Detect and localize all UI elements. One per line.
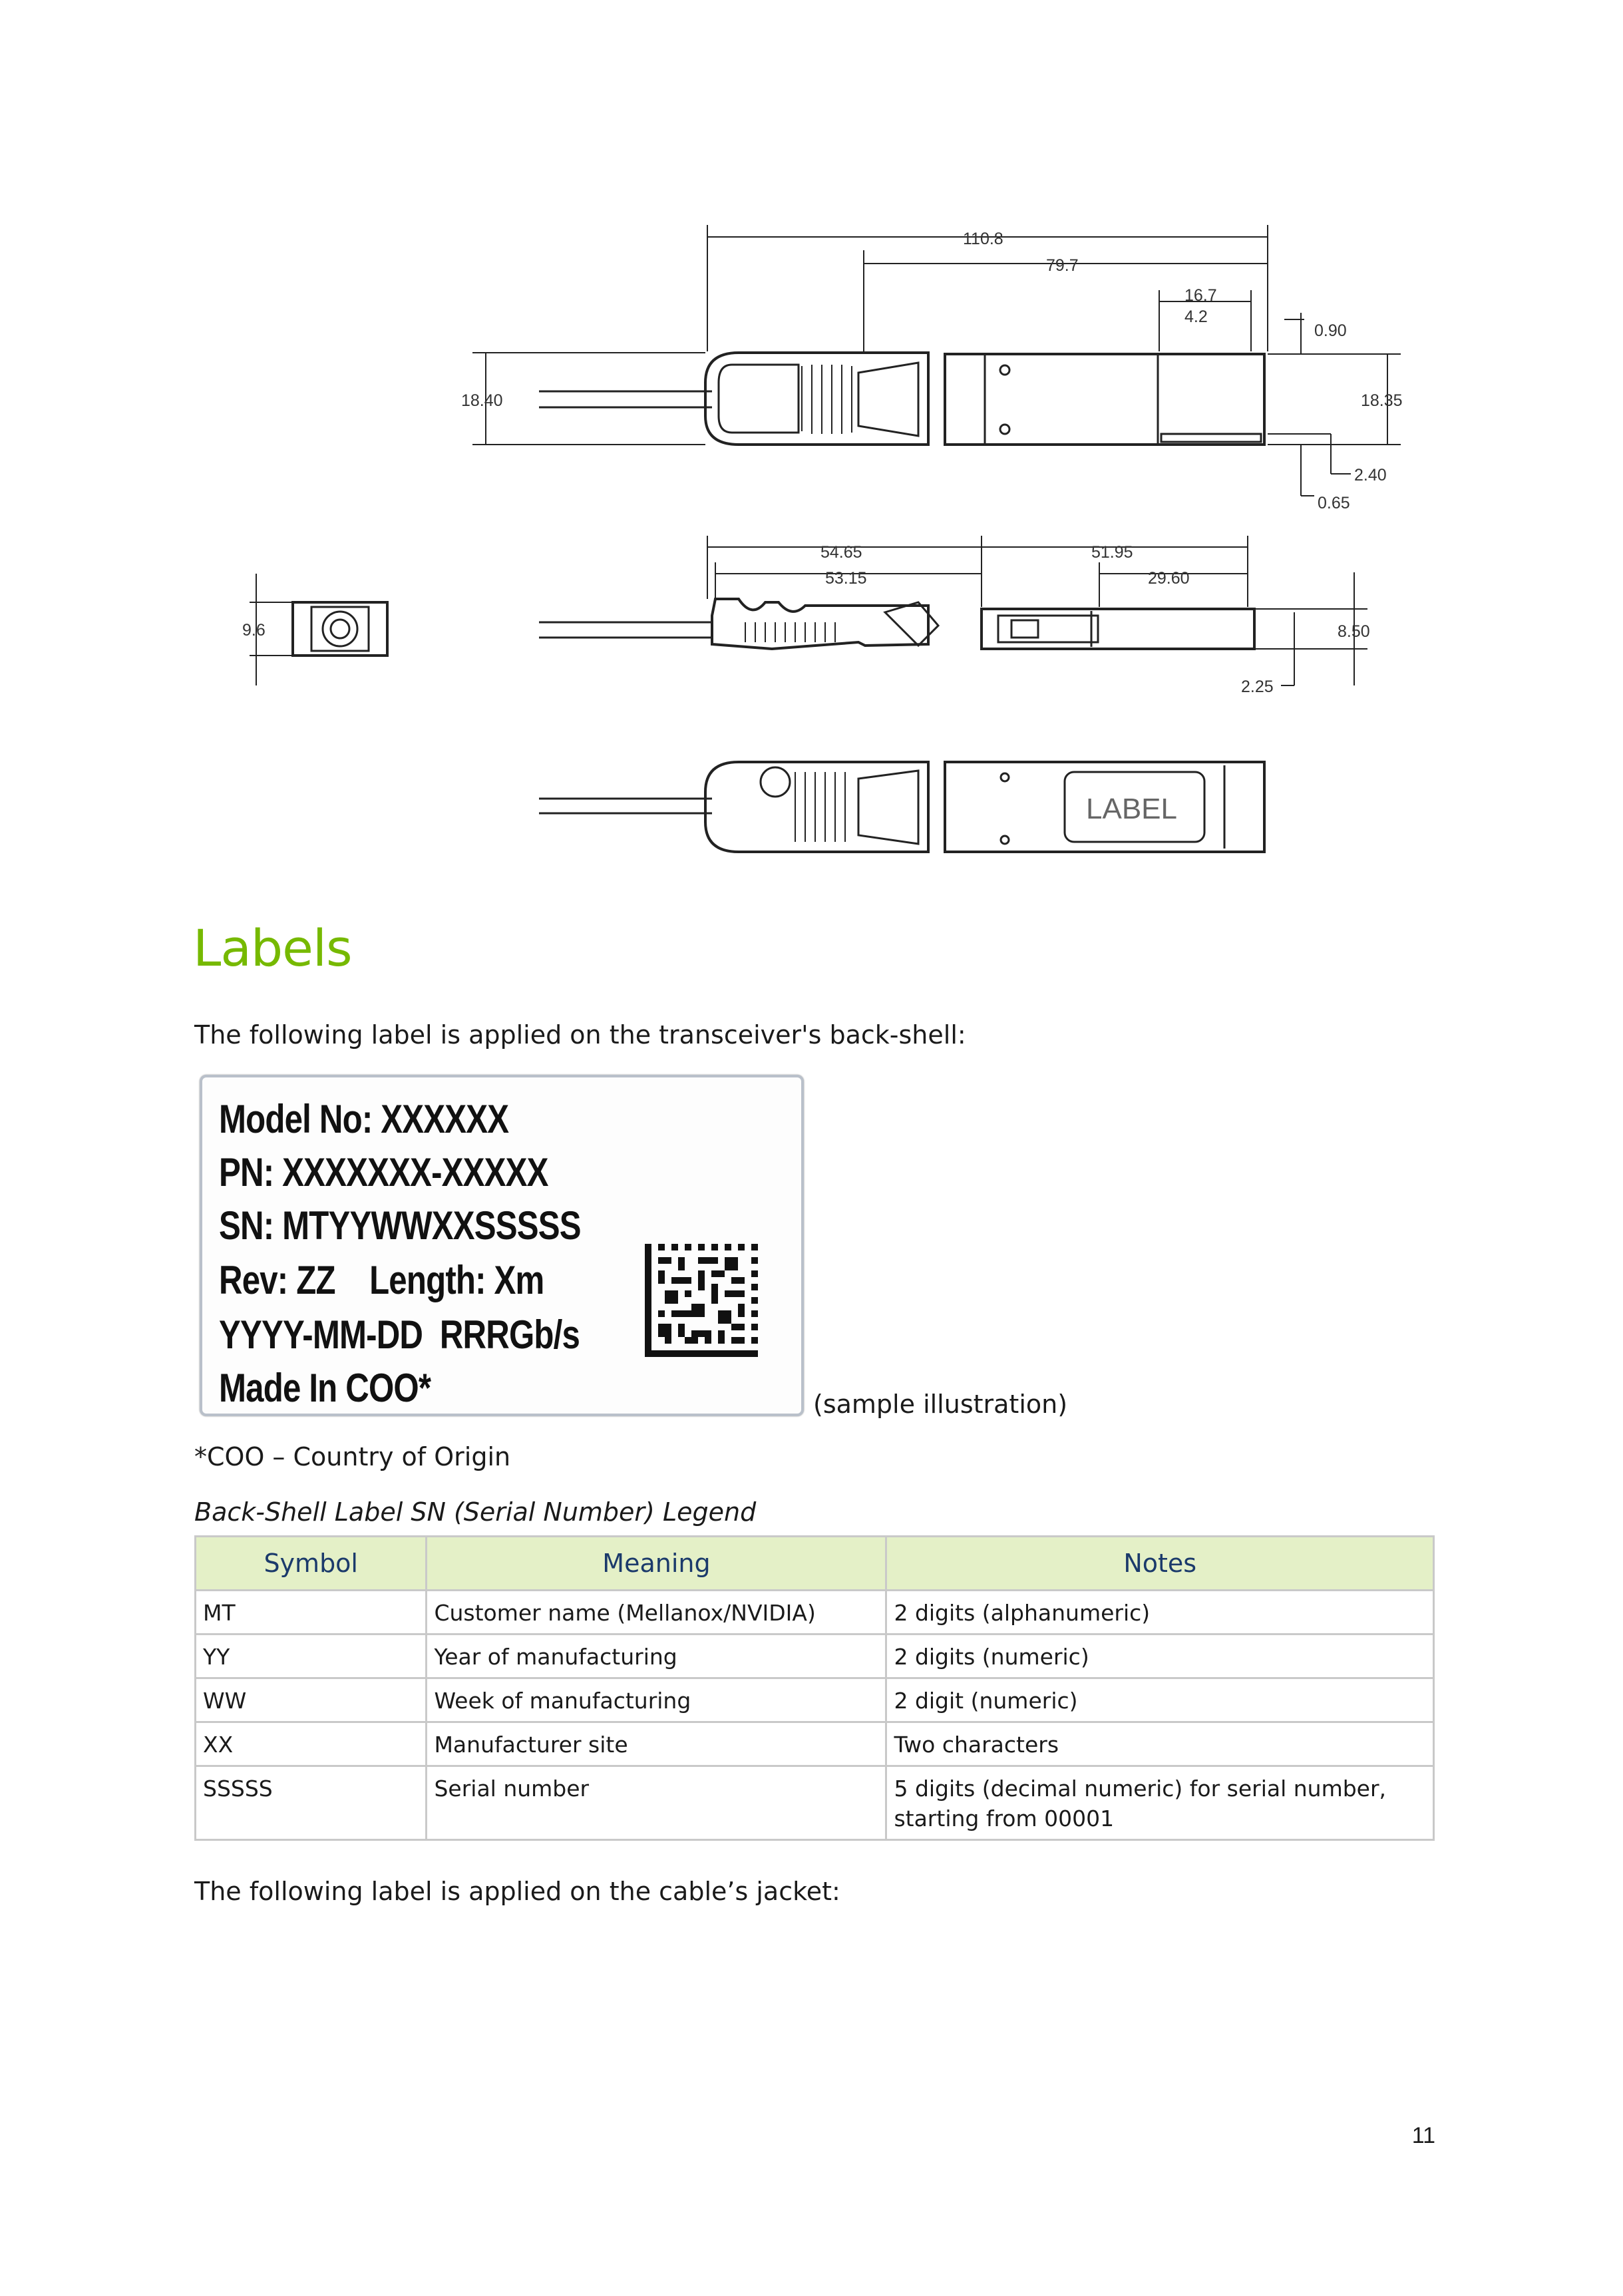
cell-symbol: XX: [196, 1722, 427, 1766]
dim-53-15: 53.15: [825, 569, 867, 588]
data-matrix-code: [645, 1244, 758, 1357]
dim-0-65: 0.65: [1318, 494, 1350, 512]
dim-51-95: 51.95: [1091, 543, 1133, 562]
table-caption: Back-Shell Label SN (Serial Number) Legend: [194, 1497, 757, 1527]
sn-legend-table: [194, 1535, 1435, 1841]
section-heading: Labels: [193, 918, 352, 978]
table-row: [196, 1591, 1434, 1634]
dim-79-7: 79.7: [1046, 256, 1079, 275]
header-meaning: Meaning: [427, 1537, 886, 1591]
cell-meaning: Customer name (Mellanox/NVIDIA): [427, 1591, 886, 1634]
module-label-text: LABEL: [1086, 793, 1177, 825]
cell-symbol: WW: [196, 1678, 427, 1722]
label-line-rev: Rev: ZZ Length: Xm: [219, 1258, 544, 1302]
dim-2-40: 2.40: [1354, 466, 1387, 484]
dim-9-6: 9.6: [242, 621, 266, 640]
label-line-sn: SN: MTYYWWXXSSSSS: [219, 1203, 581, 1248]
table-row: [196, 1678, 1434, 1722]
cell-notes: 2 digits (numeric): [886, 1634, 1434, 1678]
table-row: [196, 1634, 1434, 1678]
table-row: [196, 1766, 1434, 1840]
cell-meaning: Serial number: [427, 1766, 886, 1840]
dim-18-35: 18.35: [1361, 391, 1403, 410]
cell-meaning: Week of manufacturing: [427, 1678, 886, 1722]
dim-16-7: 16.7: [1184, 286, 1217, 305]
cell-symbol: YY: [196, 1634, 427, 1678]
dim-110-8: 110.8: [963, 230, 1003, 248]
sample-caption: (sample illustration): [813, 1390, 1068, 1419]
header-symbol: Symbol: [196, 1537, 427, 1591]
cell-notes: 2 digit (numeric): [886, 1678, 1434, 1722]
cell-symbol: MT: [196, 1591, 427, 1634]
cell-symbol: SSSSS: [196, 1766, 427, 1840]
page-number: 11: [1411, 2123, 1435, 2148]
table-row: [196, 1722, 1434, 1766]
label-line-date: YYYY-MM-DD RRRGb/s: [219, 1312, 580, 1357]
cell-notes: 5 digits (decimal numeric) for serial number, starting from 00001: [886, 1766, 1434, 1840]
coo-footnote: *COO – Country of Origin: [194, 1442, 511, 1471]
dim-54-65: 54.65: [820, 543, 862, 562]
dim-29-60: 29.60: [1148, 569, 1190, 588]
dim-18-40: 18.40: [461, 391, 503, 410]
sample-label-image: [200, 1075, 804, 1416]
header-notes: Notes: [886, 1537, 1434, 1591]
mechanical-drawing: [0, 0, 1623, 885]
intro-paragraph: The following label is applied on the transceiver's back-shell:: [194, 1020, 966, 1050]
cell-meaning: Manufacturer site: [427, 1722, 886, 1766]
cell-notes: Two characters: [886, 1722, 1434, 1766]
dim-2-25: 2.25: [1241, 677, 1274, 696]
cell-notes: 2 digits (alphanumeric): [886, 1591, 1434, 1634]
label-line-pn: PN: XXXXXXX-XXXXX: [219, 1150, 548, 1195]
jacket-label-paragraph: The following label is applied on the cable’s jacket:: [194, 1877, 840, 1906]
label-line-coo: Made In COO*: [219, 1366, 431, 1410]
dim-0-90: 0.90: [1314, 321, 1347, 340]
cell-meaning: Year of manufacturing: [427, 1634, 886, 1678]
table-header-row: [196, 1537, 1434, 1591]
dim-4-2: 4.2: [1184, 307, 1208, 326]
label-line-model: Model No: XXXXXX: [219, 1097, 509, 1141]
dim-8-50: 8.50: [1338, 622, 1370, 641]
